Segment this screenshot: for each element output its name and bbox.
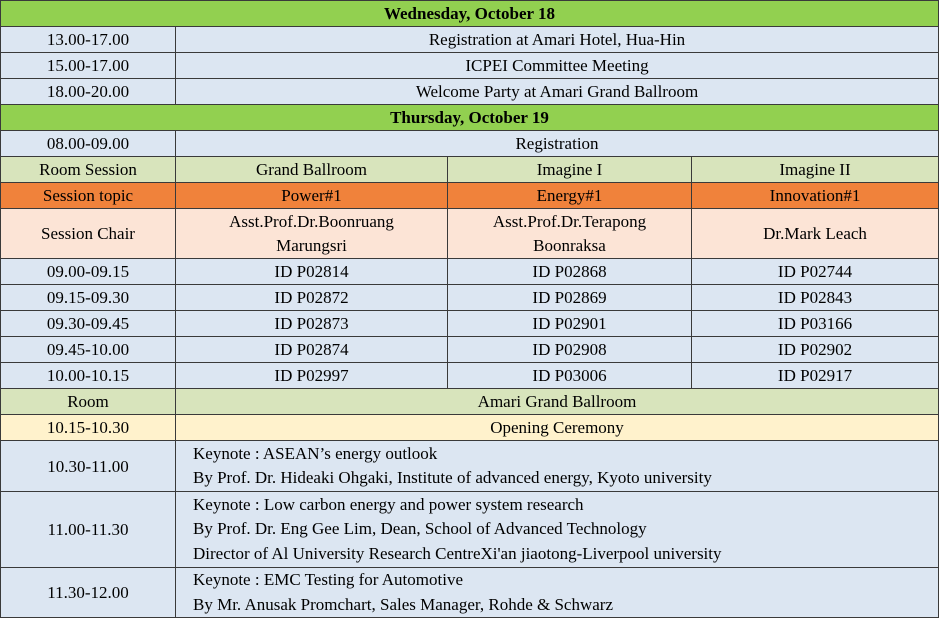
paper-id: ID P02843 — [692, 285, 939, 311]
table-row — [1, 131, 939, 157]
keynote-cell — [176, 492, 939, 568]
time-cell: 10.00-10.15 — [1, 363, 176, 389]
time-cell: 09.30-09.45 — [1, 311, 176, 337]
time-cell: 11.00-11.30 — [1, 492, 176, 568]
keynote-row — [1, 568, 939, 618]
event-cell: Registration — [176, 131, 939, 157]
time-cell: 10.30-11.00 — [1, 441, 176, 492]
session-topic: Power#1 — [176, 183, 448, 209]
paper-id: ID P02874 — [176, 337, 448, 363]
paper-id: ID P02872 — [176, 285, 448, 311]
paper-id: ID P02917 — [692, 363, 939, 389]
room-name: Imagine II — [692, 157, 939, 183]
paper-id: ID P02873 — [176, 311, 448, 337]
time-cell: 13.00-17.00 — [1, 27, 176, 53]
keynote-speaker: By Mr. Anusak Promchart, Sales Manager, Rohde & Schwarz — [193, 594, 613, 614]
time-cell: 09.00-09.15 — [1, 259, 176, 285]
keynote-cell — [176, 441, 939, 492]
table-row — [1, 285, 939, 311]
event-cell: Opening Ceremony — [176, 415, 939, 441]
paper-id: ID P02997 — [176, 363, 448, 389]
session-chair-row — [1, 209, 939, 259]
chair-name-line: Dr.Mark Leach — [763, 223, 867, 243]
day-header-row — [1, 105, 939, 131]
keynote-row — [1, 441, 939, 492]
keynote-title: Keynote : Low carbon energy and power system research — [193, 494, 584, 514]
paper-id: ID P02908 — [448, 337, 692, 363]
keynote-speaker-affiliation: Director of Al University Research CentreXi'an jiaotong-Liverpool university — [193, 543, 722, 563]
event-cell: Registration at Amari Hotel, Hua-Hin — [176, 27, 939, 53]
day-header-row — [1, 1, 939, 27]
session-topic: Innovation#1 — [692, 183, 939, 209]
day-title: Thursday, October 19 — [1, 105, 939, 131]
room-name: Imagine I — [448, 157, 692, 183]
time-cell: 09.45-10.00 — [1, 337, 176, 363]
session-chair — [692, 209, 939, 259]
time-cell: 18.00-20.00 — [1, 79, 176, 105]
chair-name-line: Boonraksa — [533, 235, 606, 255]
room-row — [1, 389, 939, 415]
day-title: Wednesday, October 18 — [1, 1, 939, 27]
paper-id: ID P02869 — [448, 285, 692, 311]
event-cell: Welcome Party at Amari Grand Ballroom — [176, 79, 939, 105]
keynote-cell — [176, 568, 939, 618]
paper-id: ID P02901 — [448, 311, 692, 337]
keynote-title: Keynote : ASEAN’s energy outlook — [193, 443, 438, 463]
time-cell: 09.15-09.30 — [1, 285, 176, 311]
table-row — [1, 79, 939, 105]
session-chair — [448, 209, 692, 259]
keynote-speaker: By Prof. Dr. Eng Gee Lim, Dean, School of Advanced Technology — [193, 519, 647, 539]
keynote-title: Keynote : EMC Testing for Automotive — [193, 570, 463, 589]
time-cell: 11.30-12.00 — [1, 568, 176, 618]
event-cell: ICPEI Committee Meeting — [176, 53, 939, 79]
row-label: Room Session — [1, 157, 176, 183]
keynote-speaker: By Prof. Dr. Hideaki Ohgaki, Institute of advanced energy, Kyoto university — [193, 468, 712, 487]
table-row — [1, 53, 939, 79]
paper-id: ID P02814 — [176, 259, 448, 285]
time-cell: 08.00-09.00 — [1, 131, 176, 157]
keynote-row — [1, 492, 939, 568]
paper-id: ID P03166 — [692, 311, 939, 337]
paper-id: ID P02744 — [692, 259, 939, 285]
room-name: Grand Ballroom — [176, 157, 448, 183]
row-label: Room — [1, 389, 176, 415]
paper-id: ID P03006 — [448, 363, 692, 389]
chair-name-line: Asst.Prof.Dr.Boonruang — [229, 211, 394, 231]
table-row — [1, 363, 939, 389]
paper-id: ID P02902 — [692, 337, 939, 363]
opening-row — [1, 415, 939, 441]
time-cell: 10.15-10.30 — [1, 415, 176, 441]
time-cell: 15.00-17.00 — [1, 53, 176, 79]
session-topic-row — [1, 183, 939, 209]
chair-name-line: Marungsri — [276, 235, 347, 255]
table-row — [1, 337, 939, 363]
table-row — [1, 311, 939, 337]
paper-id: ID P02868 — [448, 259, 692, 285]
chair-name-line: Asst.Prof.Dr.Terapong — [492, 211, 647, 231]
table-row — [1, 259, 939, 285]
table-row — [1, 27, 939, 53]
row-label: Session Chair — [1, 209, 176, 259]
room-name: Amari Grand Ballroom — [176, 389, 939, 415]
session-topic: Energy#1 — [448, 183, 692, 209]
room-session-row — [1, 157, 939, 183]
row-label: Session topic — [1, 183, 176, 209]
session-chair — [176, 209, 448, 259]
